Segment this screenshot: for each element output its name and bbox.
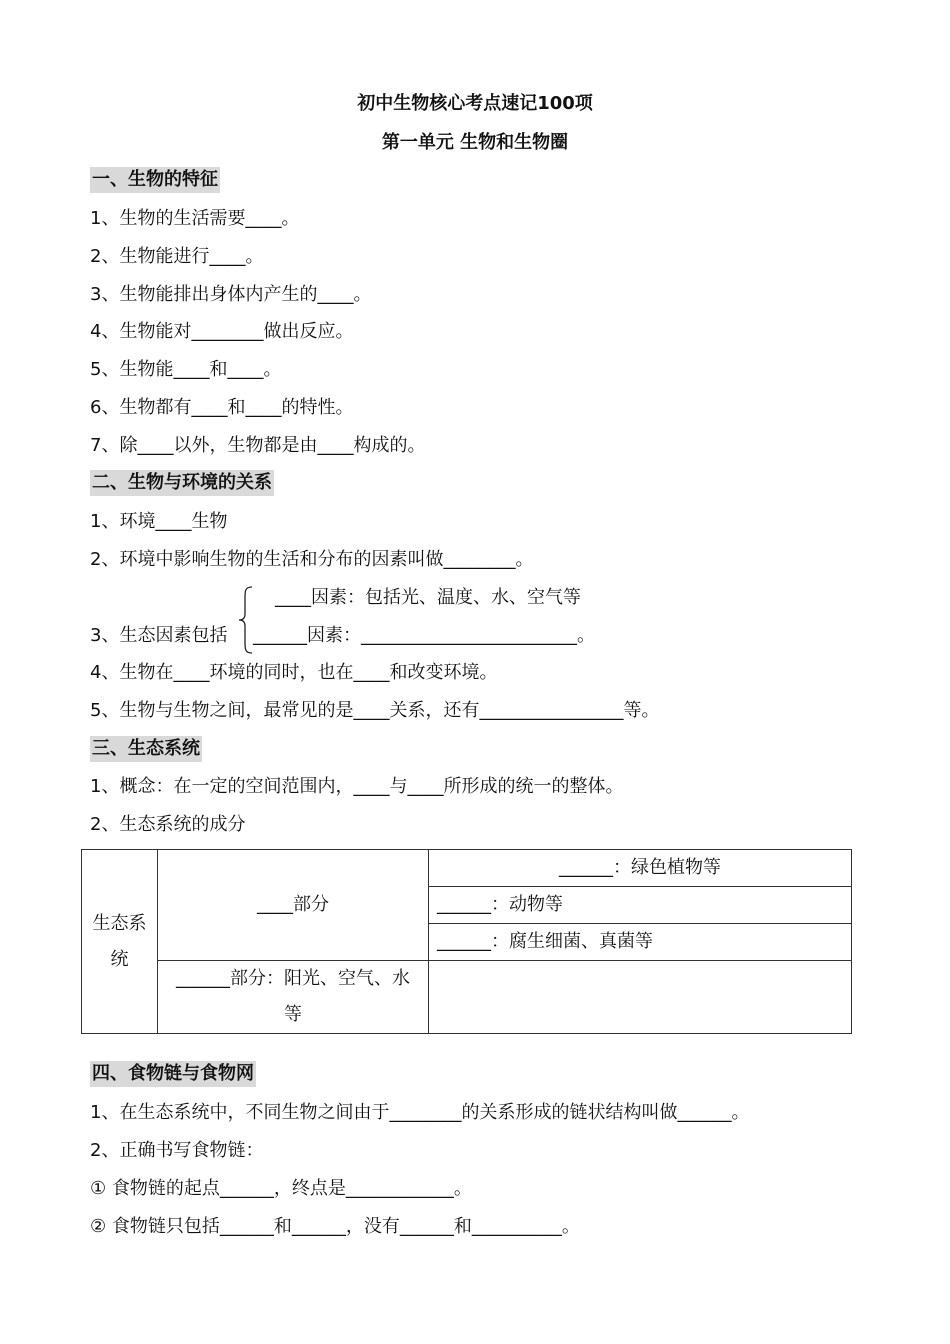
section-heading-3: 三、生态系统 — [90, 736, 202, 762]
table-root-line1: 生态系 — [92, 912, 147, 934]
producer-cell: ______：绿色植物等 — [429, 850, 852, 887]
section-heading-2: 二、生物与环境的关系 — [90, 470, 274, 496]
abiotic-part-cell — [158, 961, 429, 1034]
empty-cell — [429, 961, 852, 1034]
list-item: 4、生物能对________做出反应。 — [90, 321, 354, 342]
section-heading-4: 四、食物链与食物网 — [90, 1061, 256, 1087]
section-heading-1: 一、生物的特征 — [90, 167, 220, 193]
biotic-factor: ______因素：________________________。 — [253, 625, 595, 646]
doc-title: 初中生物核心考点速记100项 — [357, 93, 593, 114]
abiotic-line2: 等 — [284, 1004, 302, 1025]
list-item: 2、环境中影响生物的生活和分布的因素叫做________。 — [90, 549, 534, 570]
list-item: 2、生态系统的成分 — [90, 814, 246, 835]
list-item: 7、除____以外，生物都是由____构成的。 — [90, 435, 426, 456]
table-root-cell — [82, 850, 158, 1034]
decomposer-cell: ______：腐生细菌、真菌等 — [429, 924, 852, 961]
list-item: 6、生物都有____和____的特性。 — [90, 397, 354, 418]
list-item: 1、环境____生物 — [90, 511, 228, 532]
table-root-line2: 统 — [110, 948, 129, 970]
eco-factor-label: 3、生态因素包括 — [90, 625, 228, 646]
list-item: 3、生物能排出身体内产生的____。 — [90, 284, 372, 305]
list-item: 4、生物在____环境的同时，也在____和改变环境。 — [90, 662, 498, 683]
consumer-cell: ______：动物等 — [429, 887, 852, 924]
list-item: 2、正确书写食物链： — [90, 1140, 264, 1161]
list-item: 1、在生态系统中，不同生物之间由于________的关系形成的链状结构叫做______。 — [90, 1102, 750, 1123]
unit-title: 第一单元 生物和生物圈 — [381, 132, 569, 153]
brace-icon — [238, 586, 254, 654]
list-item: ① 食物链的起点______，终点是____________。 — [90, 1178, 472, 1199]
list-item: ② 食物链只包括______和______，没有______和__________。 — [90, 1216, 580, 1237]
list-item: 1、生物的生活需要____。 — [90, 208, 300, 229]
abiotic-line1: ______部分：阳光、空气、水 — [176, 968, 410, 989]
list-item: 5、生物能____和____。 — [90, 359, 282, 380]
abiotic-factor: ____因素：包括光、温度、水、空气等 — [275, 587, 581, 608]
biotic-part-cell: ____部分 — [158, 850, 429, 961]
list-item: 5、生物与生物之间，最常见的是____关系，还有________________等。 — [90, 700, 660, 721]
list-item: 1、概念：在一定的空间范围内，____与____所形成的统一的整体。 — [90, 776, 624, 797]
list-item: 2、生物能进行____。 — [90, 246, 264, 267]
ecosystem-table — [81, 849, 852, 1034]
